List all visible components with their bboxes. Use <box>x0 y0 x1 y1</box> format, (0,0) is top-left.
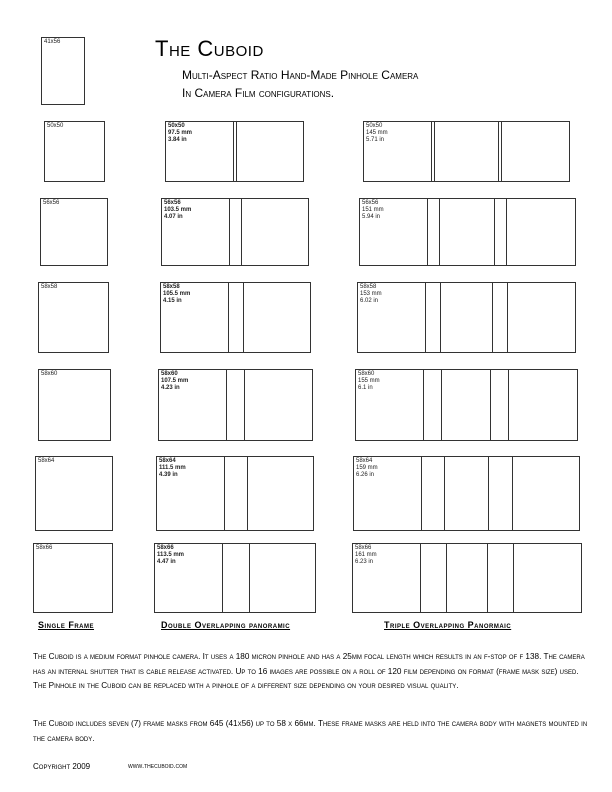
single-frame-56x56 <box>40 198 108 266</box>
triple-frame-58x58 <box>357 282 576 353</box>
double-frame-58x66 <box>154 543 316 613</box>
overlap-line <box>492 283 493 352</box>
double-frame-56x56 <box>161 198 309 266</box>
caption-double-overlapping: Double Overlapping panoramic <box>161 620 291 630</box>
format-label: 50x50 <box>366 123 383 129</box>
length-in: 3.84 in <box>168 137 187 143</box>
frame-specs <box>164 200 191 221</box>
frame-specs <box>159 458 186 479</box>
length-in: 4.15 in <box>163 298 182 304</box>
triple-frame-56x56 <box>359 198 576 266</box>
overlap-line <box>244 370 245 440</box>
frame-specs <box>157 545 184 566</box>
length-in: 4.23 in <box>161 385 180 391</box>
website-link[interactable]: www.thecuboid.com <box>128 763 188 770</box>
length-mm: 159 mm <box>356 465 378 471</box>
overlap-line <box>444 457 445 530</box>
format-label: 58x58 <box>360 284 377 290</box>
caption-triple-overlapping: Triple Overlapping Panormaic <box>384 620 512 630</box>
format-label: 58x60 <box>161 371 178 377</box>
frame-label: 41x56 <box>44 39 61 45</box>
overlap-line <box>506 199 507 265</box>
frame-specs <box>168 123 192 144</box>
caption-single-frame: Single Frame <box>38 620 95 630</box>
overlap-line <box>439 199 440 265</box>
overlap-line <box>249 544 250 612</box>
overlap-line <box>513 544 514 612</box>
overlap-line <box>501 122 502 181</box>
overlap-line <box>228 283 229 352</box>
overlap-line <box>441 370 442 440</box>
length-in: 4.07 in <box>164 214 183 220</box>
length-in: 5.71 in <box>366 137 385 143</box>
double-frame-58x60 <box>158 369 313 441</box>
frame-specs <box>355 545 377 566</box>
format-label: 58x66 <box>157 545 174 551</box>
frame-specs <box>360 284 382 305</box>
description-paragraph-2: The Cuboid includes seven (7) frame masks from 645 (41x56) up to 58 x 66mm. These frame masks are held into the camera body with magnets mounted in the camera body. <box>33 719 588 743</box>
overlap-line <box>507 283 508 352</box>
length-mm: 145 mm <box>366 130 388 136</box>
overlap-line <box>222 544 223 612</box>
format-label: 58x60 <box>358 371 375 377</box>
length-mm: 107.5 mm <box>161 378 189 384</box>
triple-frame-50x50 <box>363 121 570 182</box>
overlap-line <box>490 370 491 440</box>
double-frame-58x64 <box>156 456 314 531</box>
format-label: 58x64 <box>159 458 176 464</box>
overlap-line <box>427 199 428 265</box>
overlap-line <box>498 122 499 181</box>
single-frame-58x64 <box>35 456 113 531</box>
length-in: 6.02 in <box>360 298 379 304</box>
length-mm: 97.5 mm <box>168 130 193 136</box>
length-mm: 161 mm <box>355 552 377 558</box>
overlap-line <box>446 544 447 612</box>
overlap-line <box>236 122 237 181</box>
length-mm: 105.5 mm <box>163 291 191 297</box>
double-frame-50x50 <box>165 121 304 182</box>
frame-specs <box>362 200 384 221</box>
format-label: 56x56 <box>362 200 379 206</box>
length-in: 5.94 in <box>362 214 381 220</box>
length-mm: 103.5 mm <box>164 207 192 213</box>
format-label: 58x58 <box>163 284 180 290</box>
copyright-text: Copyright 2009 <box>33 762 91 771</box>
frame-specs <box>356 458 378 479</box>
subtitle-line-2: In Camera Film configurations. <box>182 86 335 100</box>
description-paragraph-1: The Cuboid is a medium format pinhole camera. It uses a 180 micron pinhole and has a 25mm focal length which results in an f-stop of f 138. The camera has an internal shutter that is cable release activated. Up to 16 images are possible on a roll of 120 film depending on format (frame mask size) used. The Pinhole in the Cuboid can be replaced with a pinhole of a different size depending on your desired visual quality. <box>33 652 585 690</box>
length-in: 4.47 in <box>157 559 176 565</box>
frame-label: 56x56 <box>43 200 60 206</box>
frame-specs <box>161 371 188 392</box>
frame-41x56-thumbnail <box>41 37 85 105</box>
single-frame-50x50 <box>44 121 105 182</box>
length-mm: 153 mm <box>360 291 382 297</box>
double-frame-58x58 <box>160 282 311 353</box>
overlap-line <box>512 457 513 530</box>
frame-label: 58x66 <box>36 545 53 551</box>
single-frame-58x58 <box>38 282 109 353</box>
overlap-line <box>487 544 488 612</box>
length-in: 6.23 in <box>355 559 374 565</box>
overlap-line <box>421 457 422 530</box>
format-label: 58x66 <box>355 545 372 551</box>
overlap-line <box>229 199 230 265</box>
frame-specs <box>358 371 380 392</box>
frame-specs <box>366 123 388 144</box>
length-mm: 113.5 mm <box>157 552 185 558</box>
overlap-line <box>425 283 426 352</box>
triple-frame-58x64 <box>353 456 580 531</box>
overlap-line <box>241 199 242 265</box>
overlap-line <box>494 199 495 265</box>
page-title: The Cuboid <box>155 36 264 61</box>
subtitle-line-1: Multi-Aspect Ratio Hand-Made Pinhole Camera <box>182 68 419 82</box>
single-frame-58x60 <box>38 369 111 441</box>
overlap-line <box>488 457 489 530</box>
triple-frame-58x66 <box>352 543 582 613</box>
length-in: 6.26 in <box>356 472 375 478</box>
length-in: 6.1 in <box>358 385 373 391</box>
length-in: 4.39 in <box>159 472 178 478</box>
overlap-line <box>247 457 248 530</box>
frame-label: 58x60 <box>41 371 58 377</box>
frame-label: 50x50 <box>47 123 64 129</box>
overlap-line <box>420 544 421 612</box>
format-label: 56x56 <box>164 200 181 206</box>
overlap-line <box>224 457 225 530</box>
triple-frame-58x60 <box>355 369 578 441</box>
frame-label: 58x58 <box>41 284 58 290</box>
overlap-line <box>508 370 509 440</box>
frame-label: 58x64 <box>38 458 55 464</box>
format-label: 58x64 <box>356 458 373 464</box>
overlap-line <box>423 370 424 440</box>
overlap-line <box>243 283 244 352</box>
overlap-line <box>226 370 227 440</box>
format-label: 50x50 <box>168 123 185 129</box>
frame-specs <box>163 284 190 305</box>
overlap-line <box>431 122 432 181</box>
overlap-line <box>434 122 435 181</box>
length-mm: 111.5 mm <box>159 465 186 471</box>
overlap-line <box>233 122 234 181</box>
overlap-line <box>440 283 441 352</box>
length-mm: 155 mm <box>358 378 380 384</box>
length-mm: 151 mm <box>362 207 384 213</box>
single-frame-58x66 <box>33 543 113 613</box>
